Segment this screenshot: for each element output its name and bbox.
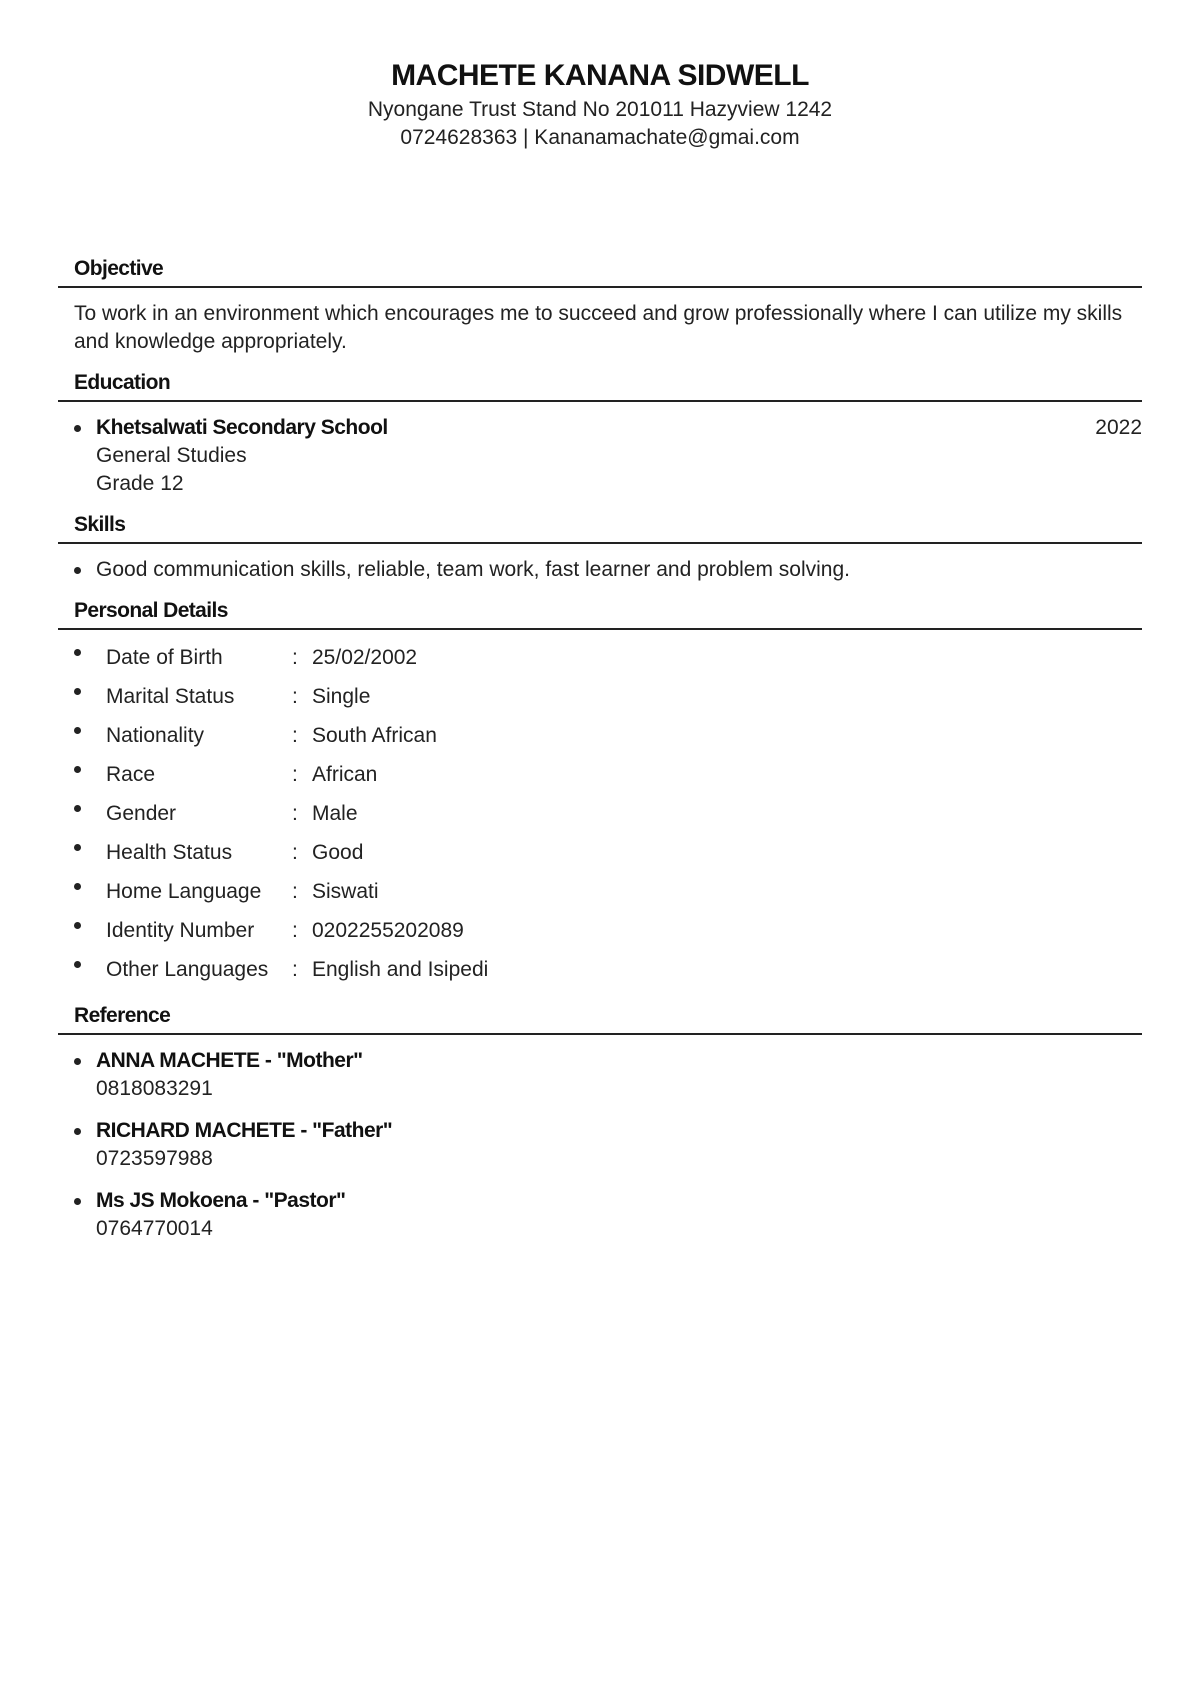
detail-row <box>74 872 1142 911</box>
detail-row <box>74 755 1142 794</box>
personal-details-list <box>74 638 1142 989</box>
resume-header <box>0 56 1200 152</box>
reference-name: RICHARD MACHETE - "Father" <box>96 1119 393 1142</box>
reference-phone: 0723597988 <box>96 1147 213 1170</box>
detail-row <box>74 911 1142 950</box>
detail-separator: : <box>292 919 298 942</box>
detail-value: Single <box>312 685 371 708</box>
detail-value: South African <box>312 724 437 747</box>
candidate-name: MACHETE KANANA SIDWELL <box>391 59 809 92</box>
detail-separator: : <box>292 724 298 747</box>
education-level: Grade 12 <box>96 472 184 495</box>
detail-row <box>74 677 1142 716</box>
reference-name: Ms JS Mokoena - "Pastor" <box>96 1189 346 1212</box>
detail-label: Gender <box>106 802 177 825</box>
detail-row <box>74 638 1142 677</box>
detail-label: Identity Number <box>106 919 255 942</box>
detail-value: 25/02/2002 <box>312 646 418 669</box>
section-title-objective: Objective <box>58 254 1142 288</box>
detail-label: Other Languages <box>106 958 269 981</box>
detail-separator: : <box>292 685 298 708</box>
detail-row <box>74 950 1142 989</box>
detail-separator: : <box>292 646 298 669</box>
education-field: General Studies <box>96 444 247 467</box>
section-title-personal-details: Personal Details <box>58 596 1142 630</box>
reference-item <box>74 1117 1142 1173</box>
detail-label: Date of Birth <box>106 646 223 669</box>
objective-section <box>58 254 1142 368</box>
detail-separator: : <box>292 958 298 981</box>
personal-details-section <box>58 596 1142 1001</box>
section-title-skills: Skills <box>58 510 1142 544</box>
detail-row <box>74 716 1142 755</box>
objective-text: To work in an environment which encourages me to succeed and grow professionally where I can utilize my skills and knowledge appropriately. <box>74 302 1123 353</box>
detail-label: Marital Status <box>106 685 235 708</box>
education-year: 2022 <box>1095 416 1142 439</box>
reference-name: ANNA MACHETE - "Mother" <box>96 1049 363 1072</box>
skills-section <box>58 510 1142 596</box>
skill-item: Good communication skills, reliable, team work, fast learner and problem solving. <box>74 556 1142 584</box>
detail-label: Health Status <box>106 841 233 864</box>
education-item <box>74 414 1142 498</box>
education-list <box>74 414 1142 498</box>
contact-line: 0724628363 | Kananamachate@gmai.com <box>400 126 800 149</box>
detail-value: Good <box>312 841 364 864</box>
detail-row <box>74 794 1142 833</box>
detail-label: Home Language <box>106 880 262 903</box>
detail-row <box>74 833 1142 872</box>
detail-value: African <box>312 763 378 786</box>
detail-label: Nationality <box>106 724 205 747</box>
reference-list <box>74 1047 1142 1243</box>
detail-label: Race <box>106 763 156 786</box>
detail-value: English and Isipedi <box>312 958 489 981</box>
reference-section <box>58 1001 1142 1255</box>
detail-separator: : <box>292 880 298 903</box>
detail-separator: : <box>292 802 298 825</box>
detail-separator: : <box>292 841 298 864</box>
reference-item <box>74 1047 1142 1103</box>
address-line: Nyongane Trust Stand No 201011 Hazyview 1242 <box>367 98 833 121</box>
reference-phone: 0818083291 <box>96 1077 213 1100</box>
reference-phone: 0764770014 <box>96 1217 213 1240</box>
detail-value: 0202255202089 <box>312 919 464 942</box>
detail-value: Male <box>312 802 358 825</box>
detail-separator: : <box>292 763 298 786</box>
detail-value: Siswati <box>312 880 379 903</box>
section-title-reference: Reference <box>58 1001 1142 1035</box>
resume-body <box>58 254 1142 1255</box>
reference-item <box>74 1187 1142 1243</box>
education-section <box>58 368 1142 510</box>
school-name: Khetsalwati Secondary School <box>96 416 388 439</box>
section-title-education: Education <box>58 368 1142 402</box>
skills-list <box>74 556 1142 584</box>
